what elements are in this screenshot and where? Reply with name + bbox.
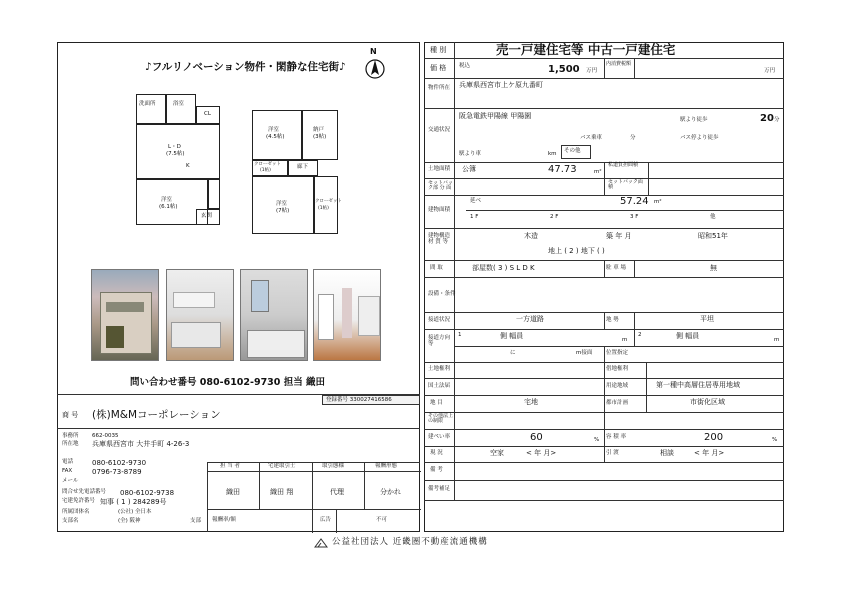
kitchen-photo — [166, 269, 234, 361]
floorplan-2f: 洋室 (4.5帖) 納戸 (3帖) クローゼット (1帖) 廊下 洋室 (7帖) クローゼット (1帖) — [250, 102, 340, 242]
exterior-photo — [91, 269, 159, 361]
headline: ♪フルリノベーション物件・閑静な住宅街♪ — [145, 61, 346, 73]
bathroom-photo — [240, 269, 308, 361]
company-address: 兵庫県西宮市 大井手町 4-26-3 — [92, 440, 190, 448]
property-location: 兵庫県西宮市上ケ原九番町 — [459, 81, 543, 89]
floorplan-1f: 洗面所 浴室 CL L・D (7.5帖) K 洋室 (6.1帖) 玄関 — [128, 92, 228, 242]
staff-table: 担 当 者 宅建取引士 取引態様 報酬形態 織田 織田 翔 代理 分かれ 報酬率/額 広告 不可 — [207, 462, 420, 532]
building-area: 57.24 — [620, 196, 649, 207]
license-number-box: 登録番号 330027416586 — [322, 395, 420, 405]
room-photo — [313, 269, 381, 361]
price-value: 1,500 — [548, 64, 580, 75]
land-area: 47.73 — [548, 164, 577, 175]
listing-title: 売一戸建住宅等 中古一戸建住宅 — [496, 42, 676, 57]
compass-icon: N — [364, 48, 386, 80]
contact-line: 問い合わせ番号 080-6102-9730 担当 織田 — [130, 377, 326, 388]
company-name: (株)M&Mコーポレーション — [92, 409, 221, 421]
layout-value: 部屋数( 3 ) S L D K — [472, 264, 535, 272]
association-logo-icon — [314, 538, 328, 548]
